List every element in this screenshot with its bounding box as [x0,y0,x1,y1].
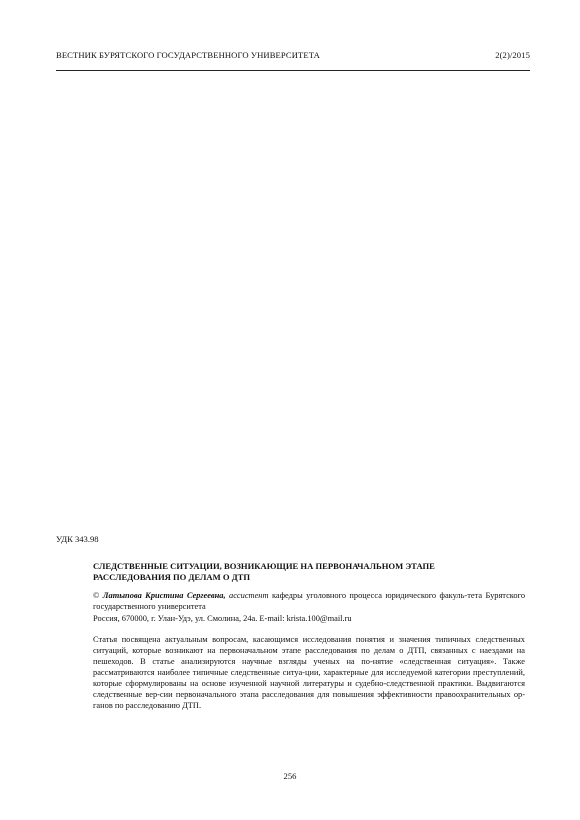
copyright-sign: © [93,591,100,600]
author-address: Россия, 670000, г. Улан-Удэ, ул. Смолина, 24а. E-mail: krista.100@mail.ru [93,614,352,623]
author-position: ассистент [229,591,269,600]
udk-code: УДК 343.98 [56,534,99,544]
issue-number: 2(2)/2015 [495,50,530,60]
running-header [56,50,530,64]
author-block [93,590,525,612]
header-divider [56,70,530,71]
author-affiliation: кафедры уголовного процесса юридического факуль-тета Бурятского государственного университета [93,591,526,611]
article-title: СЛЕДСТВЕННЫЕ СИТУАЦИИ, ВОЗНИКАЮЩИЕ НА ПЕРВОНАЧАЛЬНОМ ЭТАПЕ РАССЛЕДОВАНИЯ ПО ДЕЛАМ О ДТП [93,561,435,582]
author-name: Латыпова Кристина Сергеевна, [102,591,226,600]
journal-title: ВЕСТНИК БУРЯТСКОГО ГОСУДАРСТВЕННОГО УНИВЕРСИТЕТА [56,50,320,60]
page-number: 256 [283,771,297,781]
article-abstract: Статья посвящена актуальным вопросам, касающимся исследования понятия и значения типичных следственных ситуаций, которые возникают на первоначальном этапе расследования по делам о ДТП, связанных с наездами на пешеходов. В статье анализируются научные взгляды ученых на по-нятие «следственная ситуация». Также рассматриваются наиболее типичные следственные ситуа-ции, характерные для исследуемой категории преступлений, которые сформулированы на основе изученной научной литературы и судебно-следственной практики. Выдвигаются следственные вер-сии первоначального этапа расследования для повышения эффективности правоохранительных ор-ганов по расследованию ДТП. [93,635,525,710]
